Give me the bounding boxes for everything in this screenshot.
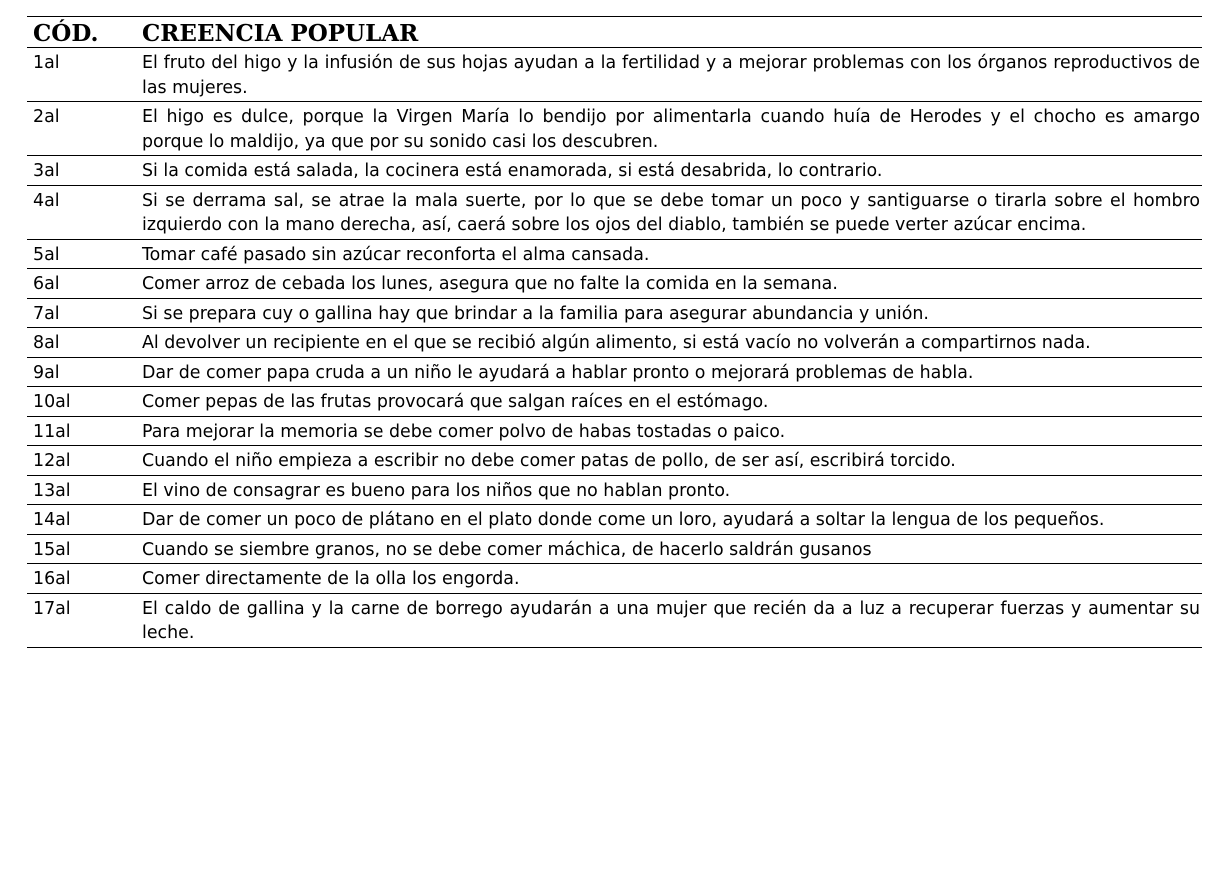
row-belief-text: Al devolver un recipiente en el que se recibió algún alimento, si está vacío no volverán a compartirnos nada. [136,328,1202,358]
table-body [27,48,1202,648]
row-code: 1al [27,48,136,102]
row-code: 3al [27,156,136,186]
table-row [27,156,1202,186]
table-row [27,239,1202,269]
row-belief-text: Si la comida está salada, la cocinera está enamorada, si está desabrida, lo contrario. [136,156,1202,186]
row-code: 8al [27,328,136,358]
row-code: 16al [27,564,136,594]
header-row [27,17,1202,48]
row-belief-text: Comer pepas de las frutas provocará que salgan raíces en el estómago. [136,387,1202,417]
table-row [27,269,1202,299]
table-row [27,564,1202,594]
table-row [27,593,1202,647]
table-row [27,475,1202,505]
table-row [27,298,1202,328]
table-row [27,446,1202,476]
row-belief-text: Comer directamente de la olla los engorda. [136,564,1202,594]
table-row [27,534,1202,564]
table-row [27,416,1202,446]
row-code: 13al [27,475,136,505]
row-code: 9al [27,357,136,387]
row-code: 15al [27,534,136,564]
row-belief-text: Si se prepara cuy o gallina hay que brindar a la familia para asegurar abundancia y unión. [136,298,1202,328]
row-belief-text: Dar de comer papa cruda a un niño le ayudará a hablar pronto o mejorará problemas de habla. [136,357,1202,387]
row-belief-text: Cuando se siembre granos, no se debe comer máchica, de hacerlo saldrán gusanos [136,534,1202,564]
row-code: 4al [27,185,136,239]
row-belief-text: Para mejorar la memoria se debe comer polvo de habas tostadas o paico. [136,416,1202,446]
beliefs-table [27,16,1202,648]
table-row [27,185,1202,239]
row-code: 14al [27,505,136,535]
row-code: 5al [27,239,136,269]
row-code: 10al [27,387,136,417]
table-header [27,17,1202,48]
table-row [27,328,1202,358]
table-row [27,357,1202,387]
row-belief-text: Dar de comer un poco de plátano en el plato donde come un loro, ayudará a soltar la lengua de los pequeños. [136,505,1202,535]
row-code: 11al [27,416,136,446]
row-code: 17al [27,593,136,647]
row-belief-text: El caldo de gallina y la carne de borrego ayudarán a una mujer que recién da a luz a recuperar fuerzas y aumentar su leche. [136,593,1202,647]
row-belief-text: Tomar café pasado sin azúcar reconforta el alma cansada. [136,239,1202,269]
row-belief-text: El vino de consagrar es bueno para los niños que no hablan pronto. [136,475,1202,505]
header-belief: CREENCIA POPULAR [136,17,1202,48]
row-belief-text: El fruto del higo y la infusión de sus hojas ayudan a la fertilidad y a mejorar problemas con los órganos reproductivos de las mujeres. [136,48,1202,102]
header-code: CÓD. [27,17,136,48]
row-code: 2al [27,102,136,156]
table-row [27,387,1202,417]
row-belief-text: Si se derrama sal, se atrae la mala suerte, por lo que se debe tomar un poco y santiguarse o tirarla sobre el hombro izquierdo con la mano derecha, así, caerá sobre los ojos del diablo, también se puede verter azúcar encima. [136,185,1202,239]
table-row [27,48,1202,102]
row-code: 7al [27,298,136,328]
table-row [27,102,1202,156]
row-code: 6al [27,269,136,299]
row-belief-text: Cuando el niño empieza a escribir no debe comer patas de pollo, de ser así, escribirá torcido. [136,446,1202,476]
table-row [27,505,1202,535]
row-code: 12al [27,446,136,476]
row-belief-text: El higo es dulce, porque la Virgen María lo bendijo por alimentarla cuando huía de Herodes y el chocho es amargo porque lo maldijo, ya que por su sonido casi los descubren. [136,102,1202,156]
row-belief-text: Comer arroz de cebada los lunes, asegura que no falte la comida en la semana. [136,269,1202,299]
